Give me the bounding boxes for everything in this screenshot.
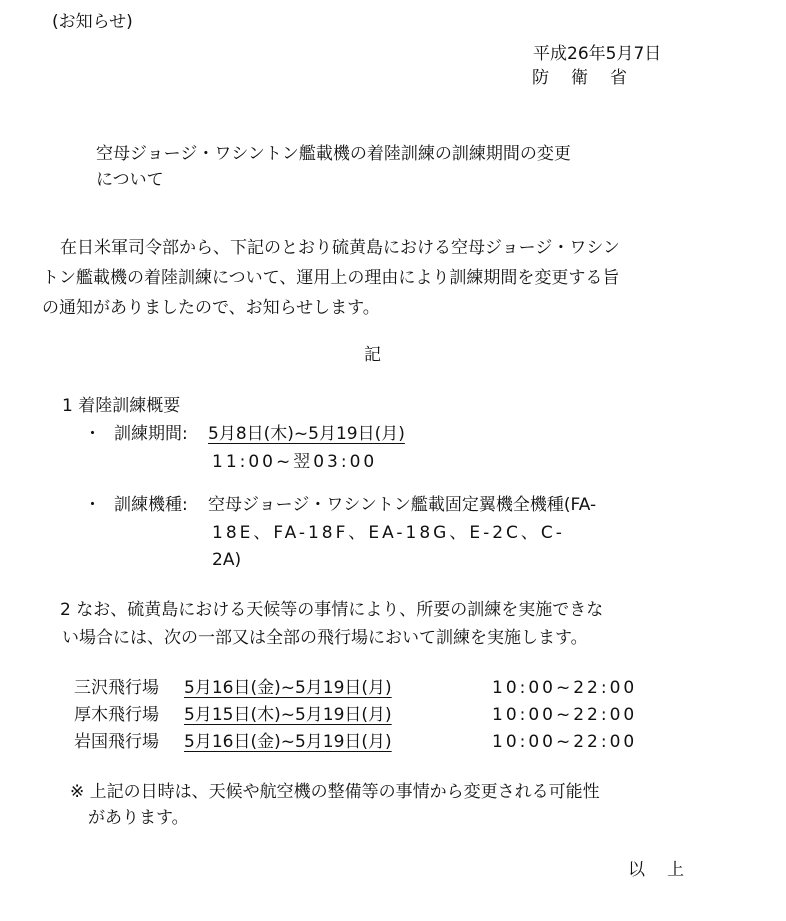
aircraft-label: 訓練機種:: [114, 495, 188, 515]
section2-line-2: い場合には、次の一部又は全部の飛行場において訓練を実施します。: [62, 628, 588, 648]
note-line-1: ※ 上記の日時は、天候や航空機の整備等の事情から変更される可能性: [70, 782, 600, 802]
section1-heading: 1 着陸訓練概要: [62, 396, 181, 416]
document-date: 平成26年5月7日: [533, 44, 662, 64]
intro-line-3: の通知がありましたので、お知らせします。: [42, 298, 380, 318]
period-time: 11:00~翌03:00: [212, 452, 378, 472]
period-dates: 5月8日(木)~5月19日(月): [208, 424, 405, 444]
bullet-period: ・: [84, 424, 101, 444]
issuer: 防衛省: [532, 68, 649, 88]
period-label: 訓練期間:: [114, 424, 188, 444]
intro-line-2: トン艦載機の着陸訓練について、運用上の理由により訓練期間を変更する旨: [42, 268, 620, 288]
airfield-name: 岩国飛行場: [74, 732, 159, 752]
intro-line-1: 在日米軍司令部から、下記のとおり硫黄島における空母ジョージ・ワシン: [60, 238, 620, 258]
airfield-name: 三沢飛行場: [74, 678, 159, 698]
airfield-dates: 5月16日(金)~5月19日(月): [184, 732, 392, 752]
airfield-name: 厚木飛行場: [74, 705, 159, 725]
aircraft-line-3: 2A): [212, 550, 242, 570]
document-title-line1: 空母ジョージ・ワシントン艦載機の着陸訓練の訓練期間の変更: [96, 144, 571, 164]
section2-line-1: 2 なお、硫黄島における天候等の事情により、所要の訓練を実施できな: [60, 600, 604, 620]
aircraft-line-2: 18E、FA-18F、EA-18G、E-2C、C-: [212, 523, 565, 543]
bullet-aircraft: ・: [84, 495, 101, 515]
aircraft-line-1: 空母ジョージ・ワシントン艦載固定翼機全機種(FA-: [208, 495, 597, 515]
airfield-dates: 5月15日(木)~5月19日(月): [184, 705, 392, 725]
ki-marker: 記: [364, 345, 381, 365]
airfield-dates: 5月16日(金)~5月19日(月): [184, 678, 392, 698]
note-line-2: があります。: [88, 808, 189, 828]
document-title-line2: について: [96, 170, 164, 190]
airfield-time: 10:00~22:00: [492, 678, 638, 698]
airfield-time: 10:00~22:00: [492, 705, 638, 725]
notice-label: (お知らせ): [52, 12, 133, 32]
airfield-time: 10:00~22:00: [492, 732, 638, 752]
closing-mark: 以上: [628, 860, 706, 880]
